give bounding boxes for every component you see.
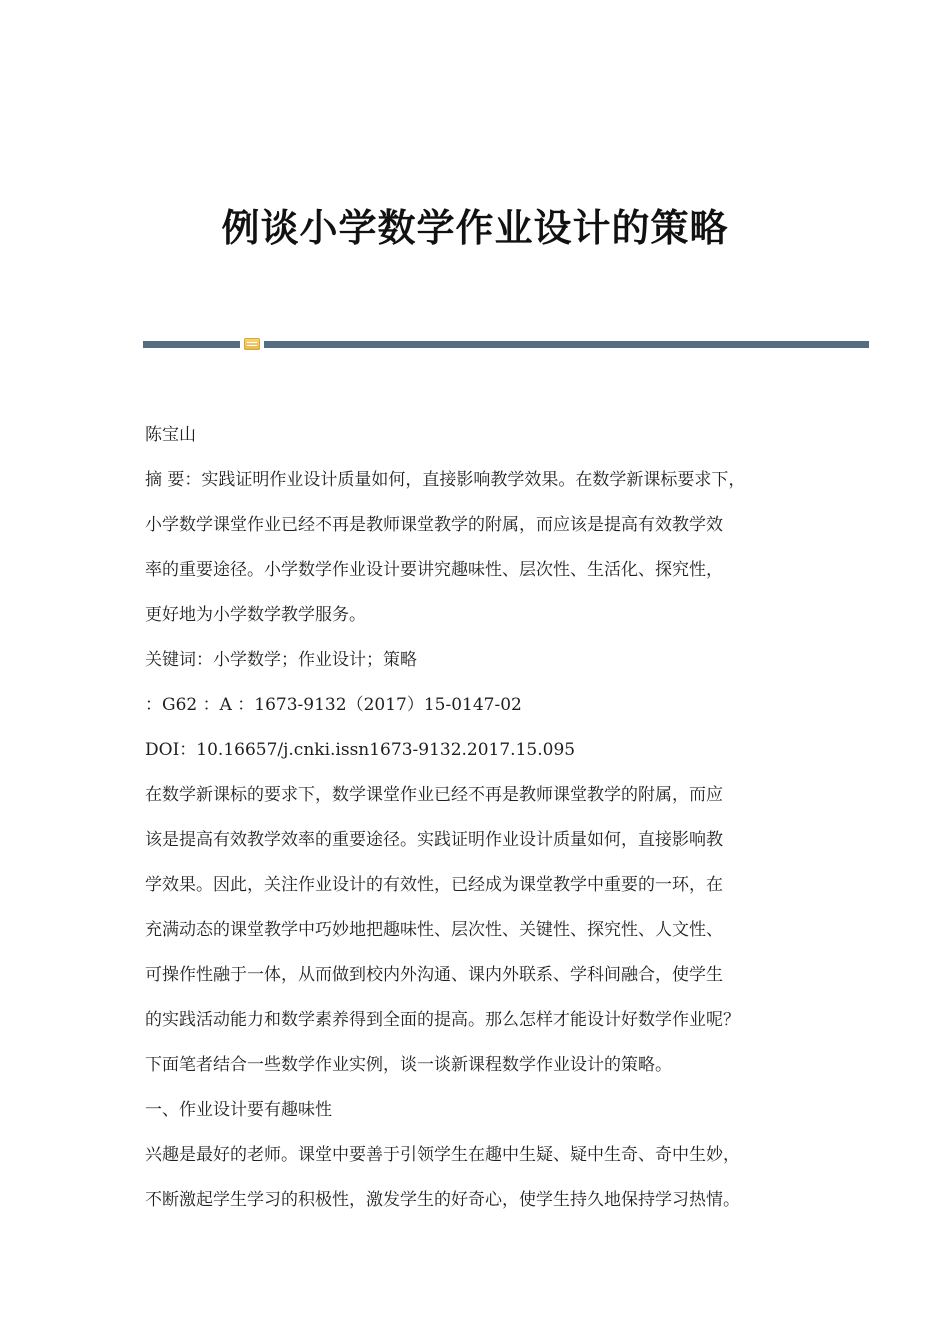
document-title: 例谈小学数学作业设计的策略	[221, 206, 729, 250]
section-line-1: 兴趣是最好的老师。课堂中要善于引领学生在趣中生疑、疑中生奇、奇中生妙，	[145, 1145, 740, 1165]
abstract-line-4: 更好地为小学数学教学服务。	[145, 605, 366, 625]
body-line-2: 该是提高有效教学效率的重要途径。实践证明作业设计质量如何，直接影响教	[145, 830, 723, 850]
classification-line: ：G62 ：A ：1673-9132（2017）15-0147-02	[145, 695, 522, 715]
abstract-line-2: 小学数学课堂作业已经不再是教师课堂教学的附属，而应该是提高有效教学效	[145, 515, 723, 535]
doi-line: DOI：10.16657/j.cnki.issn1673-9132.2017.15.095	[145, 740, 576, 760]
divider-bar-left	[143, 341, 240, 348]
body-line-4: 充满动态的课堂教学中巧妙地把趣味性、层次性、关键性、探究性、人文性、	[145, 920, 723, 940]
divider-badge-icon	[244, 338, 260, 350]
document-body	[145, 417, 825, 1227]
body-line-3: 学效果。因此，关注作业设计的有效性，已经成为课堂教学中重要的一环，在	[145, 875, 723, 895]
author-name: 陈宝山	[145, 425, 196, 445]
title-divider	[143, 338, 869, 350]
body-line-7: 下面笔者结合一些数学作业实例，谈一谈新课程数学作业设计的策略。	[145, 1055, 672, 1075]
divider-bar-right	[264, 341, 869, 348]
body-line-5: 可操作性融于一体，从而做到校内外沟通、课内外联系、学科间融合，使学生	[145, 965, 723, 985]
abstract-line-3: 率的重要途径。小学数学作业设计要讲究趣味性、层次性、生活化、探究性，	[145, 560, 723, 580]
section-heading: 一、作业设计要有趣味性	[145, 1100, 332, 1120]
body-line-1: 在数学新课标的要求下，数学课堂作业已经不再是教师课堂教学的附属，而应	[145, 785, 723, 805]
section-line-2: 不断激起学生学习的积极性，激发学生的好奇心，使学生持久地保持学习热情。	[145, 1190, 740, 1210]
abstract-line-1: 摘 要：实践证明作业设计质量如何，直接影响教学效果。在数学新课标要求下，	[145, 470, 746, 490]
body-line-6: 的实践活动能力和数学素养得到全面的提高。那么怎样才能设计好数学作业呢？	[145, 1010, 740, 1030]
keywords-line: 关键词：小学数学；作业设计；策略	[145, 650, 417, 670]
